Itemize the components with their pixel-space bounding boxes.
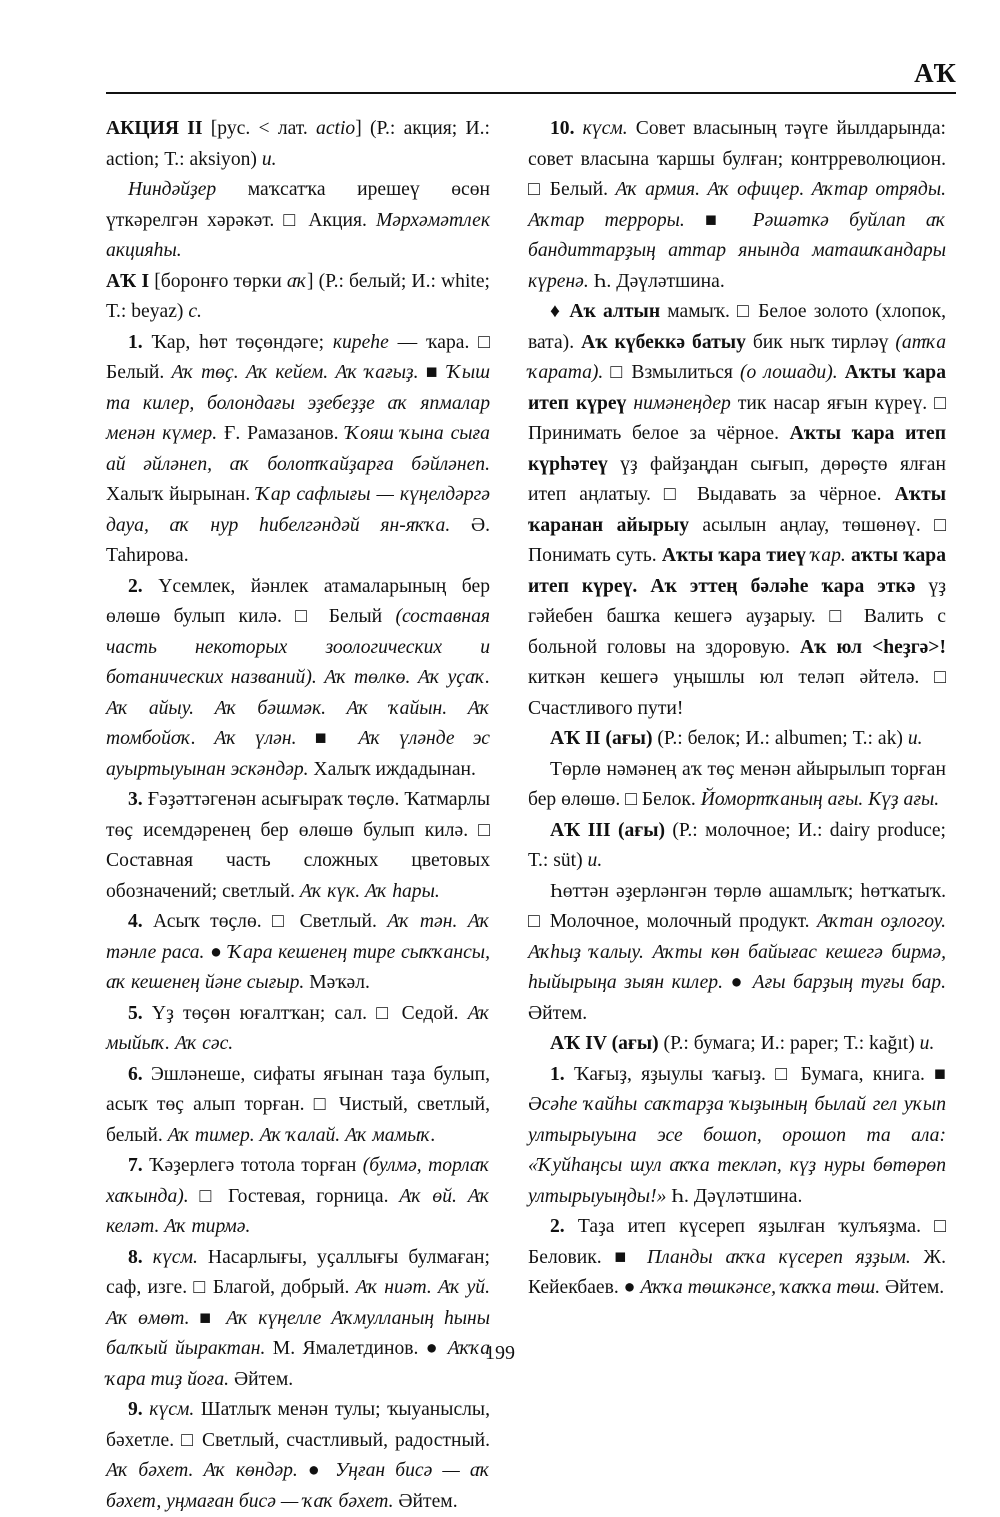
sense-8: 8. күсм. Насарлығы, уҫаллығы булмаған; саф, изге. □ Благой, добрый. Аҡ ниәт. Аҡ уй. Аҡ өмөт. ■ Аҡ күңелле Аҡмулланың һыны балҡый йырактан. М. Ямалетдинов. ● Аҡҡа ҡара тиҙ йоға. Әйтем.	[106, 1246, 491, 1390]
sense-6: 6. Эшләнеше, сифаты яғынан таҙа булып, асыҡ төҫ алып торған. □ Чистый, светлый, белый. Аҡ тимер. Аҡ ҡалай. Аҡ мамыҡ.	[106, 1063, 490, 1146]
entry-ak-iv: АҠ IV (ағы) (Р.: бумага; И.: paper; Т.: kağıt) и.	[550, 1033, 935, 1054]
right-column	[528, 114, 946, 1304]
entry-akciya-definition: Ниндәйҙер маҡсатҡа ирешеү өсөн үткәрелгән хәрәкәт. □ Акция. Мәрхәмәтлек акцияһы.	[106, 179, 490, 261]
sense-9: 9. күсм. Шатлыҡ менән тулы; ҡыуаныслы, бәхетле. □ Светлый, счастливый, радостный. Аҡ бәхет. Аҡ көндәр. ● Уңған бисә — аҡ бәхет, уңмаған бисә — ҡаҡ бәхет. Әйтем.	[106, 1399, 490, 1512]
sense-3: 3. Ғәҙәттәгенән асығыраҡ төҫлө. Ҡатмарлы төҫ исемдәренең бер өлөшө булып килә. □ Составная часть сложных цветовых обозначений; светлый. Аҡ күк. Аҡ һары.	[106, 789, 490, 902]
entry-ak-ii-definition: Төрлө нәмәнең аҡ төҫ менән айырылып торған бер өлөшө. □ Белок. Йомортҡаның ағы. Күҙ ағы.	[528, 758, 946, 810]
entry-ak-iv-sense-1: 1. Ҡағыҙ, яҙыулы ҡағыҙ. □ Бумага, книга. ■ Әсәһе ҡайһы саҡтарҙа ҡыҙының былай гел уҡып ултырыуына эсе бошоп, орошоп та ала: «Ҡуйһаңсы шул аҡҡа теклəп, күҙ нуры бөтөрөп ултырыуыңды!» Һ. Дәүләтшина.	[528, 1063, 946, 1207]
sense-7: 7. Ҡәҙерлегә тотола торған (булмә, торлаҡ хаҡында). □ Гостевая, горница. Аҡ өй. Аҡ келәт. Аҡ тирмә.	[106, 1155, 490, 1237]
entry-ak-ii: АҠ II (ағы) (Р.: белок; И.: albumen; Т.: ak) и.	[550, 728, 923, 749]
sense-5: 5. Үҙ төҫөн юғалтҡан; сал. □ Седой. Аҡ мыйыҡ. Аҡ сәс.	[106, 1002, 490, 1054]
sense-10: 10. күсм. Совет власының тәүге йылдарында: совет власына ҡаршы булған; контрреволюцион. □ Белый. Аҡ армия. Аҡ офицер. Аҡтар отряды. Аҡтар терроры. ■ Рәшәткә буйлап аҡ бандиттарҙың аттар янында маташҡандары күренә. Һ. Дәүләтшина.	[528, 118, 947, 292]
entry-akciya-ii: АКЦИЯ II [рус. < лат. actio] (Р.: акция; И.: action; Т.: aksiyon) и.	[106, 118, 491, 170]
sense-1: 1. Ҡар, һөт төҫөндәге; киреһе — ҡара. □ Белый. Аҡ төҫ. Аҡ кейем. Аҡ ҡағыҙ. ■ Ҡыш та килер, болондағы эҙебеҙҙе аҡ япмалар менән күмер. Ғ. Рамазанов. Ҡояш ҡына сыға ай әйләнеп, аҡ болотҡайҙарға бәйләнеп. Халыҡ йырынан. Ҡар сафлығы — күңелдәргә дауа, аҡ нур һибелгәндәй ян-яҡҡа. Ә. Таһирова.	[106, 331, 490, 566]
sense-2: 2. Үсемлек, йәнлек атамаларының бер өлөшө булып килә. □ Белый (составная часть некоторых зоологических и ботанических названий). Аҡ төлкө. Аҡ уҫаҡ. Аҡ айыу. Аҡ бәшмәк. Аҡ ҡайын. Аҡ томбойоҡ. Аҡ үлән. ■ Аҡ үләнде эс ауыртыуынан эскәндәр. Халыҡ иждадынан.	[106, 575, 490, 780]
page-header-word: АҠ	[914, 58, 956, 88]
entry-ak-iv-sense-2: 2. Таҙа итеп күсереп яҙылған ҡулъяҙма. □ Беловик. ■ Планды аҡҡа күсереп яҙҙым. Ж. Кейекбаев. ● Аҡҡа төшкәнсе, ҡаҡҡа төш. Әйтем.	[528, 1216, 947, 1298]
entry-ak-i: АҠ I [боронғо төрки аҡ] (Р.: белый; И.: white; Т.: beyaz) с.	[106, 270, 490, 322]
entry-ak-iii-definition: Һөттән әҙерләнгән төрлө ашамлыҡ; һөтҡатыҡ. □ Молочное, молочный продукт. Аҡтан оҙлогоу. Аҡһыҙ ҡалыу. Аҡты көн байығас кешегә бирмә, һыйырыңа зыян килер. ● Ағы барҙың туғы бар. Әйтем.	[528, 880, 946, 1024]
left-column	[106, 114, 490, 1517]
page-number: 199	[485, 1342, 515, 1364]
entry-ak-iii: АҠ III (ағы) (Р.: молочное; И.: dairy produce; Т.: süt) и.	[528, 819, 946, 871]
header-rule	[106, 92, 956, 94]
idioms-block: ♦ Аҡ алтын мамыҡ. □ Белое золото (хлопок, вата). Аҡ күбеккә батыу бик ныҡ тирләү (атҡа ҡарата). □ Взмылиться (о лошади). Аҡты ҡара итеп күреү нимәнеңдер тик насар яғын күреү. □ Принимать белое за чёрное. Аҡты ҡара итеп күрһәтеү үҙ файҙаңдан сығып, дөрөҫтө ялған итеп аңлатыу. □ Выдавать за чёрное. Аҡты ҡаранан айырыу асылын аңлау, төшөнөү. □ Понимать суть. Аҡты ҡара тиеү ҡар. аҡты ҡара итеп күреү. Аҡ эттең бәләһе ҡара эткә үҙ гәйебен башҡа кешегә ауҙарыу. □ Валить с больной головы на здоровую. Аҡ юл <heҙгә>! киткән кешегә уңышлы юл теләп әйтелә. □ Счастливого пути!	[528, 301, 947, 719]
sense-4: 4. Асыҡ төҫлө. □ Светлый. Аҡ тән. Аҡ тәнле раса. ● Ҡара кешенең тире сыҡҡансы, аҡ кешенең йәне сығыр. Мәҡәл.	[106, 911, 490, 993]
